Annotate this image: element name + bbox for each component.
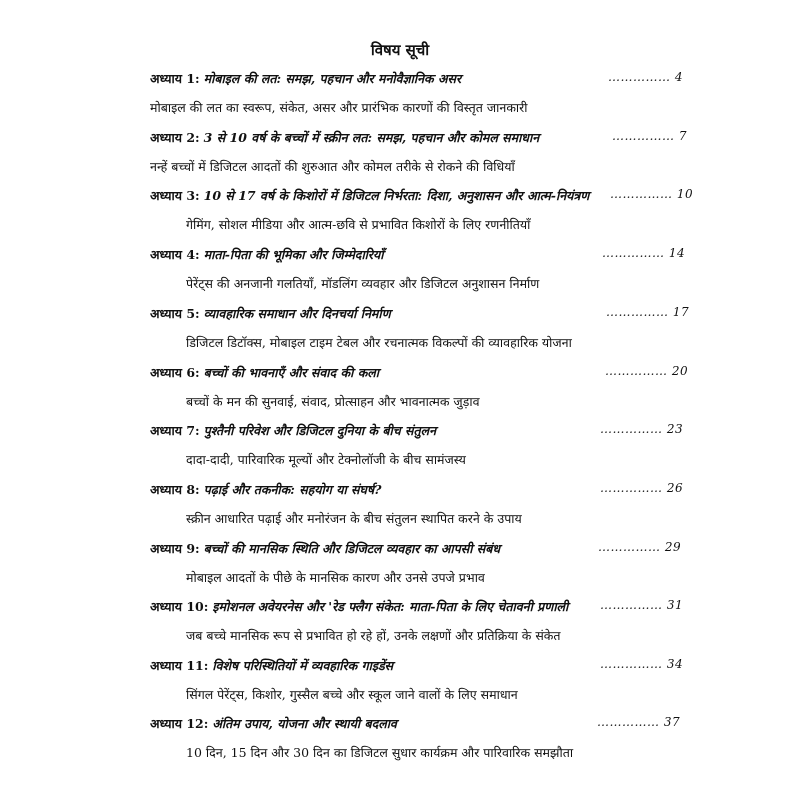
chapter-number: अध्याय 4: — [150, 247, 200, 262]
chapter-title: 3 से 10 वर्ष के बच्चों में स्क्रीन लत: समझ, पहचान और कोमल समाधान — [203, 130, 540, 145]
toc-description-row — [0, 275, 800, 299]
chapter-heading — [150, 70, 461, 87]
chapter-heading — [150, 246, 384, 263]
toc-entry-chapter-12[interactable] — [0, 715, 800, 739]
toc-entry-chapter-4[interactable] — [0, 246, 800, 270]
chapter-number: अध्याय 1: — [150, 71, 200, 86]
chapter-title: पढ़ाई और तकनीक: सहयोग या संघर्ष? — [203, 482, 382, 497]
chapter-page-number: …………… 31 — [600, 598, 684, 612]
chapter-title: इमोशनल अवेयरनेस और 'रेड फ्लैग संकेत: माता-पिता के लिए चेतावनी प्रणाली — [212, 599, 569, 614]
chapter-page-number: …………… 26 — [600, 481, 684, 495]
chapter-description: गेमिंग, सोशल मीडिया और आत्म-छवि से प्रभावित किशोरों के लिए रणनीतियाँ — [186, 217, 531, 232]
toc-entry-chapter-11[interactable] — [0, 657, 800, 681]
chapter-heading — [150, 129, 539, 146]
chapter-description: डिजिटल डिटॉक्स, मोबाइल टाइम टेबल और रचनात्मक विकल्पों की व्यावहारिक योजना — [186, 335, 572, 350]
chapter-title: बच्चों की भावनाएँ और संवाद की कला — [203, 365, 380, 380]
chapter-heading — [150, 422, 436, 439]
chapter-number: अध्याय 5: — [150, 306, 200, 321]
chapter-number: अध्याय 10: — [150, 599, 209, 614]
chapter-heading — [150, 364, 379, 381]
toc-description-row — [0, 216, 800, 240]
chapter-title: 10 से 17 वर्ष के किशोरों में डिजिटल निर्भरता: दिशा, अनुशासन और आत्म-नियंत्रण — [203, 188, 590, 203]
chapter-page-number: …………… 10 — [610, 187, 694, 201]
chapter-heading — [150, 540, 500, 557]
chapter-title: मोबाइल की लत: समझ, पहचान और मनोवैज्ञानिक असर — [203, 71, 462, 86]
chapter-page-number: …………… 23 — [600, 422, 684, 436]
chapter-heading — [150, 481, 381, 498]
chapter-number: अध्याय 3: — [150, 188, 200, 203]
chapter-number: अध्याय 7: — [150, 423, 200, 438]
chapter-number: अध्याय 9: — [150, 541, 200, 556]
chapter-page-number: …………… 29 — [598, 540, 682, 554]
chapter-heading — [150, 305, 391, 322]
chapter-title: पुश्तैनी परिवेश और डिजिटल दुनिया के बीच संतुलन — [203, 423, 437, 438]
chapter-heading — [150, 598, 568, 615]
chapter-heading — [150, 715, 397, 732]
chapter-number: अध्याय 8: — [150, 482, 200, 497]
toc-entry-chapter-6[interactable] — [0, 364, 800, 388]
chapter-page-number: …………… 20 — [605, 364, 689, 378]
chapter-number: अध्याय 6: — [150, 365, 200, 380]
chapter-description: सिंगल पेरेंट्स, किशोर, गुस्सैल बच्चे और स्कूल जाने वालों के लिए समाधान — [186, 687, 518, 702]
toc-entry-chapter-3[interactable] — [0, 187, 800, 211]
chapter-number: अध्याय 2: — [150, 130, 200, 145]
page-title: विषय सूची — [370, 41, 430, 59]
toc-entry-chapter-2[interactable] — [0, 129, 800, 153]
toc-entry-chapter-1[interactable] — [0, 70, 800, 94]
toc-entry-chapter-7[interactable] — [0, 422, 800, 446]
chapter-heading — [150, 187, 589, 204]
toc-entry-chapter-8[interactable] — [0, 481, 800, 505]
toc-description-row — [0, 158, 800, 182]
chapter-page-number: …………… 14 — [602, 246, 686, 260]
chapter-description: बच्चों के मन की सुनवाई, संवाद, प्रोत्साहन और भावनात्मक जुड़ाव — [186, 394, 480, 409]
chapter-title: विशेष परिस्थितियों में व्यवहारिक गाइडेंस — [212, 658, 394, 673]
chapter-number: अध्याय 12: — [150, 716, 209, 731]
chapter-description: नन्हें बच्चों में डिजिटल आदतों की शुरुआत और कोमल तरीके से रोकने की विधियाँ — [150, 159, 515, 174]
toc-entry-chapter-10[interactable] — [0, 598, 800, 622]
chapter-description: 10 दिन, 15 दिन और 30 दिन का डिजिटल सुधार कार्यक्रम और पारिवारिक समझौता — [186, 745, 574, 760]
toc-description-row — [0, 627, 800, 651]
chapter-page-number: …………… 7 — [612, 129, 687, 143]
chapter-heading — [150, 657, 393, 674]
chapter-description: मोबाइल की लत का स्वरूप, संकेत, असर और प्रारंभिक कारणों की विस्तृत जानकारी — [150, 100, 528, 115]
toc-description-row — [0, 686, 800, 710]
chapter-title: माता-पिता की भूमिका और जिम्मेदारियाँ — [203, 247, 384, 262]
chapter-description: पेरेंट्स की अनजानी गलतियाँ, मॉडलिंग व्यवहार और डिजिटल अनुशासन निर्माण — [186, 276, 540, 291]
toc-entry-chapter-9[interactable] — [0, 540, 800, 564]
chapter-description: स्क्रीन आधारित पढ़ाई और मनोरंजन के बीच संतुलन स्थापित करने के उपाय — [186, 511, 522, 526]
chapter-page-number: …………… 37 — [597, 715, 681, 729]
chapter-title: व्यावहारिक समाधान और दिनचर्या निर्माण — [203, 306, 391, 321]
toc-description-row — [0, 744, 800, 768]
toc-description-row — [0, 451, 800, 475]
chapter-description: दादा-दादी, पारिवारिक मूल्यों और टेक्नोलॉजी के बीच सामंजस्य — [186, 452, 466, 467]
chapter-title: बच्चों की मानसिक स्थिति और डिजिटल व्यवहार का आपसी संबंध — [203, 541, 501, 556]
toc-description-row — [0, 510, 800, 534]
toc-description-row — [0, 334, 800, 358]
chapter-page-number: …………… 34 — [600, 657, 684, 671]
toc-description-row — [0, 99, 800, 123]
toc-description-row — [0, 393, 800, 417]
chapter-page-number: …………… 17 — [606, 305, 690, 319]
toc-description-row — [0, 569, 800, 593]
chapter-description: मोबाइल आदतों के पीछे के मानसिक कारण और उनसे उपजे प्रभाव — [186, 570, 485, 585]
chapter-page-number: …………… 4 — [608, 70, 683, 84]
chapter-number: अध्याय 11: — [150, 658, 209, 673]
chapter-description: जब बच्चे मानसिक रूप से प्रभावित हो रहे हों, उनके लक्षणों और प्रतिक्रिया के संकेत — [186, 628, 561, 643]
toc-entry-chapter-5[interactable] — [0, 305, 800, 329]
chapter-title: अंतिम उपाय, योजना और स्थायी बदलाव — [212, 716, 397, 731]
